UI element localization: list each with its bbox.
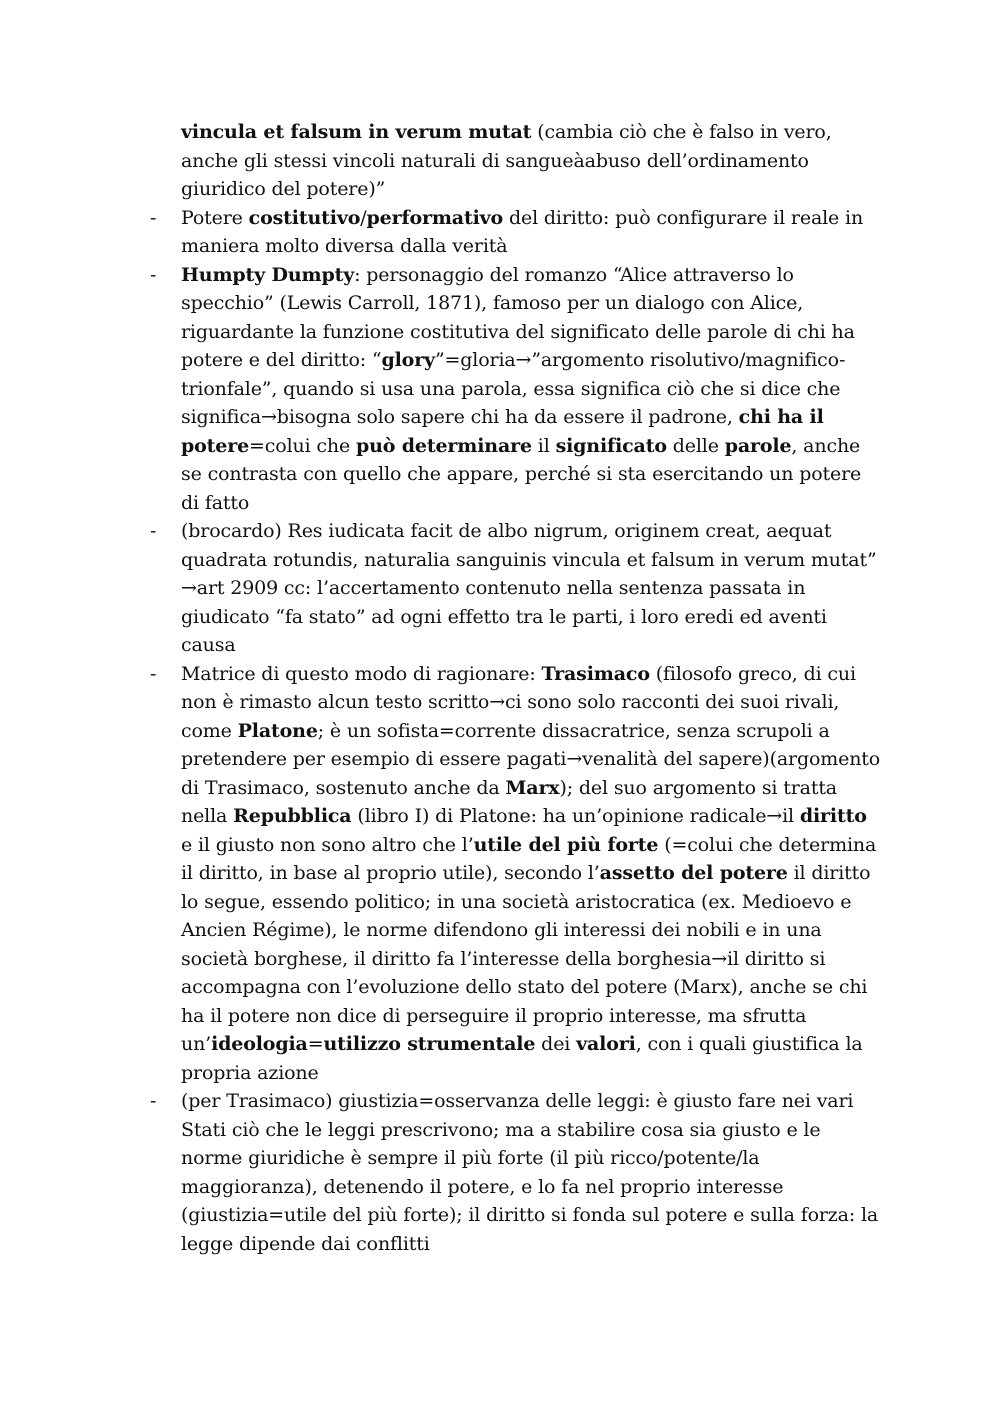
document-body: [150, 118, 881, 1258]
bold-text-run: costitutivo: [248, 206, 361, 229]
text-run: il diritto lo segue, essendo politico; in una società aristocratica (ex. Medioevo e Ancien Régime), le norme difendono gli interessi dei nobili e in una società borghese, il diritto fa l’interesse della borghesia→il diritto si accompagna con l’evoluzione dello stato del potere (Marx), anche se chi ha il potere non dice di perseguire il proprio interesse, ma sfrutta un’: [181, 862, 871, 1055]
bullet-dash: -: [150, 662, 157, 685]
text-run: (cambia ciò che è falso in vero, anche gli stessi vincoli naturali di sangueàabuso dell’ordinamento giuridico del potere)”: [181, 121, 832, 200]
bold-text-run: vincula et falsum in verum mutat: [181, 121, 532, 143]
text-run: ); del suo argomento si tratta nella: [181, 776, 837, 827]
list-item-text: [181, 520, 877, 656]
text-run: e il giusto non sono altro che l’: [181, 833, 474, 856]
bullet-list: [150, 204, 881, 1259]
text-run: ”=gloria→”argomento risolutivo/magnifico-trionfale”, quando si usa una parola, essa significa ciò che si dice che significa→bisogna solo sapere chi ha da essere il padrone,: [181, 349, 846, 428]
text-run: (libro I) di Platone: ha un’opinione radicale→il: [351, 805, 800, 827]
text-run: (per Trasimaco) giustizia=osservanza delle leggi: è giusto fare nei vari Stati ciò che le leggi prescrivono; ma a stabilire cosa sia giusto e le norme giuridiche è sempre il più forte (il più ricco/potente/la maggioranza), detenendo il potere, e lo fa nel proprio interesse (giustizia=utile del più forte); il diritto si fonda sul potere e sulla forza: la legge dipende dai conflitti: [181, 1090, 879, 1255]
list-item-text: [181, 264, 861, 514]
text-run: =colui che: [249, 434, 356, 457]
list-item-text: [181, 207, 863, 258]
text-run: , anche se contrasta con quello che appare, perché si sta esercitando un potere di fatto: [181, 434, 862, 514]
bold-text-run: diritto: [799, 805, 867, 827]
bold-text-run: chi ha il potere: [181, 406, 824, 457]
text-run: dei: [535, 1033, 577, 1055]
bold-text-run: parole: [724, 434, 792, 457]
text-run: : personaggio del romanzo “Alice attraverso lo specchio” (Lewis Carroll, 1871), famoso per un dialogo con Alice, riguardante la funzione costitutiva del significato delle parole di chi ha potere e del diritto: “: [181, 263, 855, 371]
text-run: (=colui che determina il diritto, in base al proprio utile), secondo l’: [181, 833, 877, 884]
bullet-dash: -: [150, 263, 157, 286]
bullet-dash: -: [150, 206, 157, 229]
text-run: Potere: [181, 206, 249, 229]
bold-text-run: ideologia: [211, 1033, 308, 1055]
list-item-text: [181, 663, 880, 1084]
text-run: delle: [666, 434, 725, 457]
text-run: /: [360, 206, 367, 229]
text-run: =: [307, 1033, 324, 1055]
bold-text-run: Humpty Dumpty: [181, 263, 355, 286]
bold-text-run: Platone: [237, 719, 318, 742]
bold-text-run: valori: [576, 1033, 636, 1055]
text-run: del diritto: può configurare il reale in maniera molto diversa dalla verità: [181, 206, 864, 257]
list-item: [150, 660, 881, 1088]
text-run: il: [531, 434, 556, 457]
bullet-dash: -: [150, 520, 157, 542]
text-run: , con i quali giustifica la propria azione: [181, 1033, 863, 1084]
list-item-text: [181, 1090, 878, 1255]
bold-text-run: Repubblica: [233, 805, 352, 827]
list-item: [150, 1087, 881, 1258]
continuation-paragraph: [181, 118, 881, 204]
list-item: [150, 517, 881, 660]
bold-text-run: può determinare: [355, 434, 532, 457]
bold-text-run: utilizzo strumentale: [323, 1033, 536, 1055]
list-item: [150, 261, 881, 518]
bold-text-run: Marx: [505, 776, 560, 799]
text-run: (brocardo) Res iudicata facit de albo nigrum, originem creat, aequat quadrata rotundis, naturalia sanguinis vincula et falsum in verum mutat” →art 2909 cc: l’accertamento contenuto nella sentenza passata in giudicato “fa stato” ad ogni effetto tra le parti, i loro eredi ed aventi causa: [181, 520, 877, 656]
bold-text-run: performativo: [366, 206, 504, 229]
text-run: (filosofo greco, di cui non è rimasto alcun testo scritto→ci sono solo racconti dei suoi rivali, come: [181, 662, 856, 742]
bold-text-run: utile del più forte: [473, 833, 659, 856]
bold-text-run: Trasimaco: [541, 662, 650, 685]
bold-text-run: glory: [381, 349, 435, 371]
bold-text-run: significato: [555, 434, 667, 457]
list-item: [150, 204, 881, 261]
bold-text-run: assetto del potere: [599, 862, 788, 884]
text-run: ; è un sofista=corrente dissacratrice, senza scrupoli a pretendere per esempio di essere pagati→venalità del sapere)(argomento di Trasimaco, sostenuto anche da: [181, 719, 881, 799]
bullet-dash: -: [150, 1090, 157, 1112]
text-run: Matrice di questo modo di ragionare:: [181, 662, 542, 685]
